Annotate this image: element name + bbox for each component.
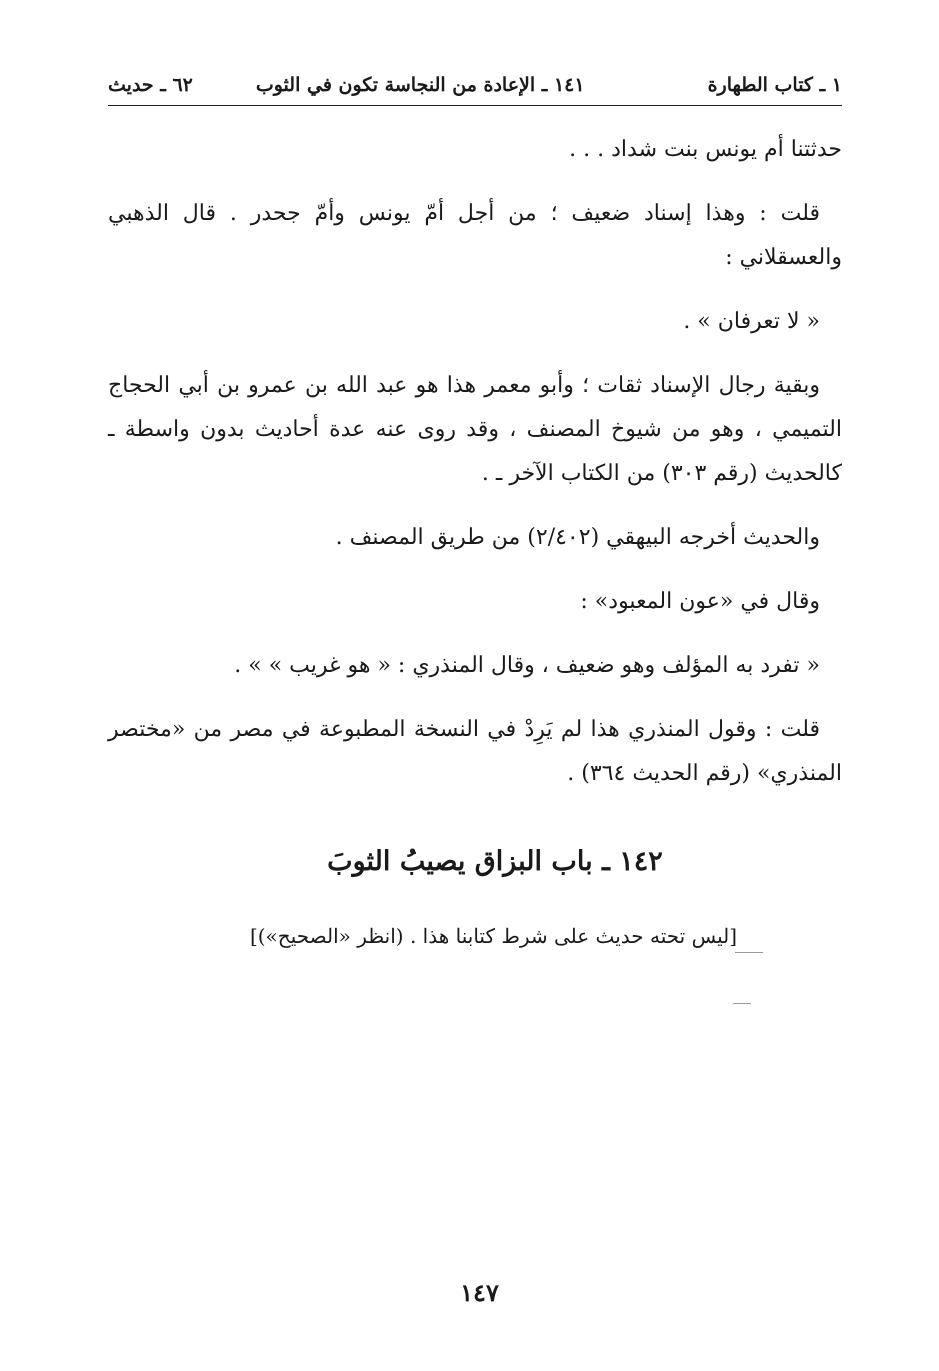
page-number: ١٤٧: [460, 1278, 499, 1307]
chapter-heading: ١٤٢ ـ باب البزاق يصيبُ الثوبَ: [327, 845, 663, 877]
chapter-note: [ليس تحته حديث على شرط كتابنا هذا . (انظر «الصحيح»)]: [249, 923, 737, 948]
paragraph: قلت : وقول المنذري هذا لم يَرِدْ في النسخة المطبوعة في مصر من «مختصر المنذري» (رقم الحديث ٣٦٤) .: [108, 716, 842, 786]
paragraph: حدثتنا أم يونس بنت شداد . . .: [569, 136, 842, 162]
page-content: [108, 72, 842, 958]
paragraph: وبقية رجال الإسناد ثقات ؛ وأبو معمر هذا هو عبد الله بن عمرو بن أبي الحجاج التميمي ، وهو من شيوخ المصنف ، وقد روى عنه عدة أحاديث بدون واسطة ـ كالحديث (رقم ٣٠٣) من الكتاب الآخر ـ .: [108, 372, 842, 486]
paragraph: وقال في «عون المعبود» :: [580, 588, 820, 614]
quoted-paragraph: « تفرد به المؤلف وهو ضعيف ، وقال المنذري : « هو غريب » » .: [234, 652, 820, 678]
header-book-title: ١ ـ كتاب الطهارة: [707, 74, 842, 96]
body-text: [108, 106, 842, 958]
paragraph: قلت : وهذا إسناد ضعيف ؛ من أجل أمّ يونس وأمّ جحدر . قال الذهبي والعسقلاني :: [108, 200, 842, 270]
quoted-paragraph: « لا تعرفان » .: [683, 308, 820, 334]
running-header: [108, 72, 842, 106]
header-hadith-number: ٦٢ ـ حديث: [108, 74, 193, 96]
paragraph: والحديث أخرجه البيهقي (٢/٤٠٢) من طريق المصنف .: [335, 524, 820, 550]
scan-speck: [733, 1003, 751, 1004]
header-chapter-title: ١٤١ ـ الإعادة من النجاسة تكون في الثوب: [255, 74, 585, 96]
scan-speck: [735, 952, 763, 953]
